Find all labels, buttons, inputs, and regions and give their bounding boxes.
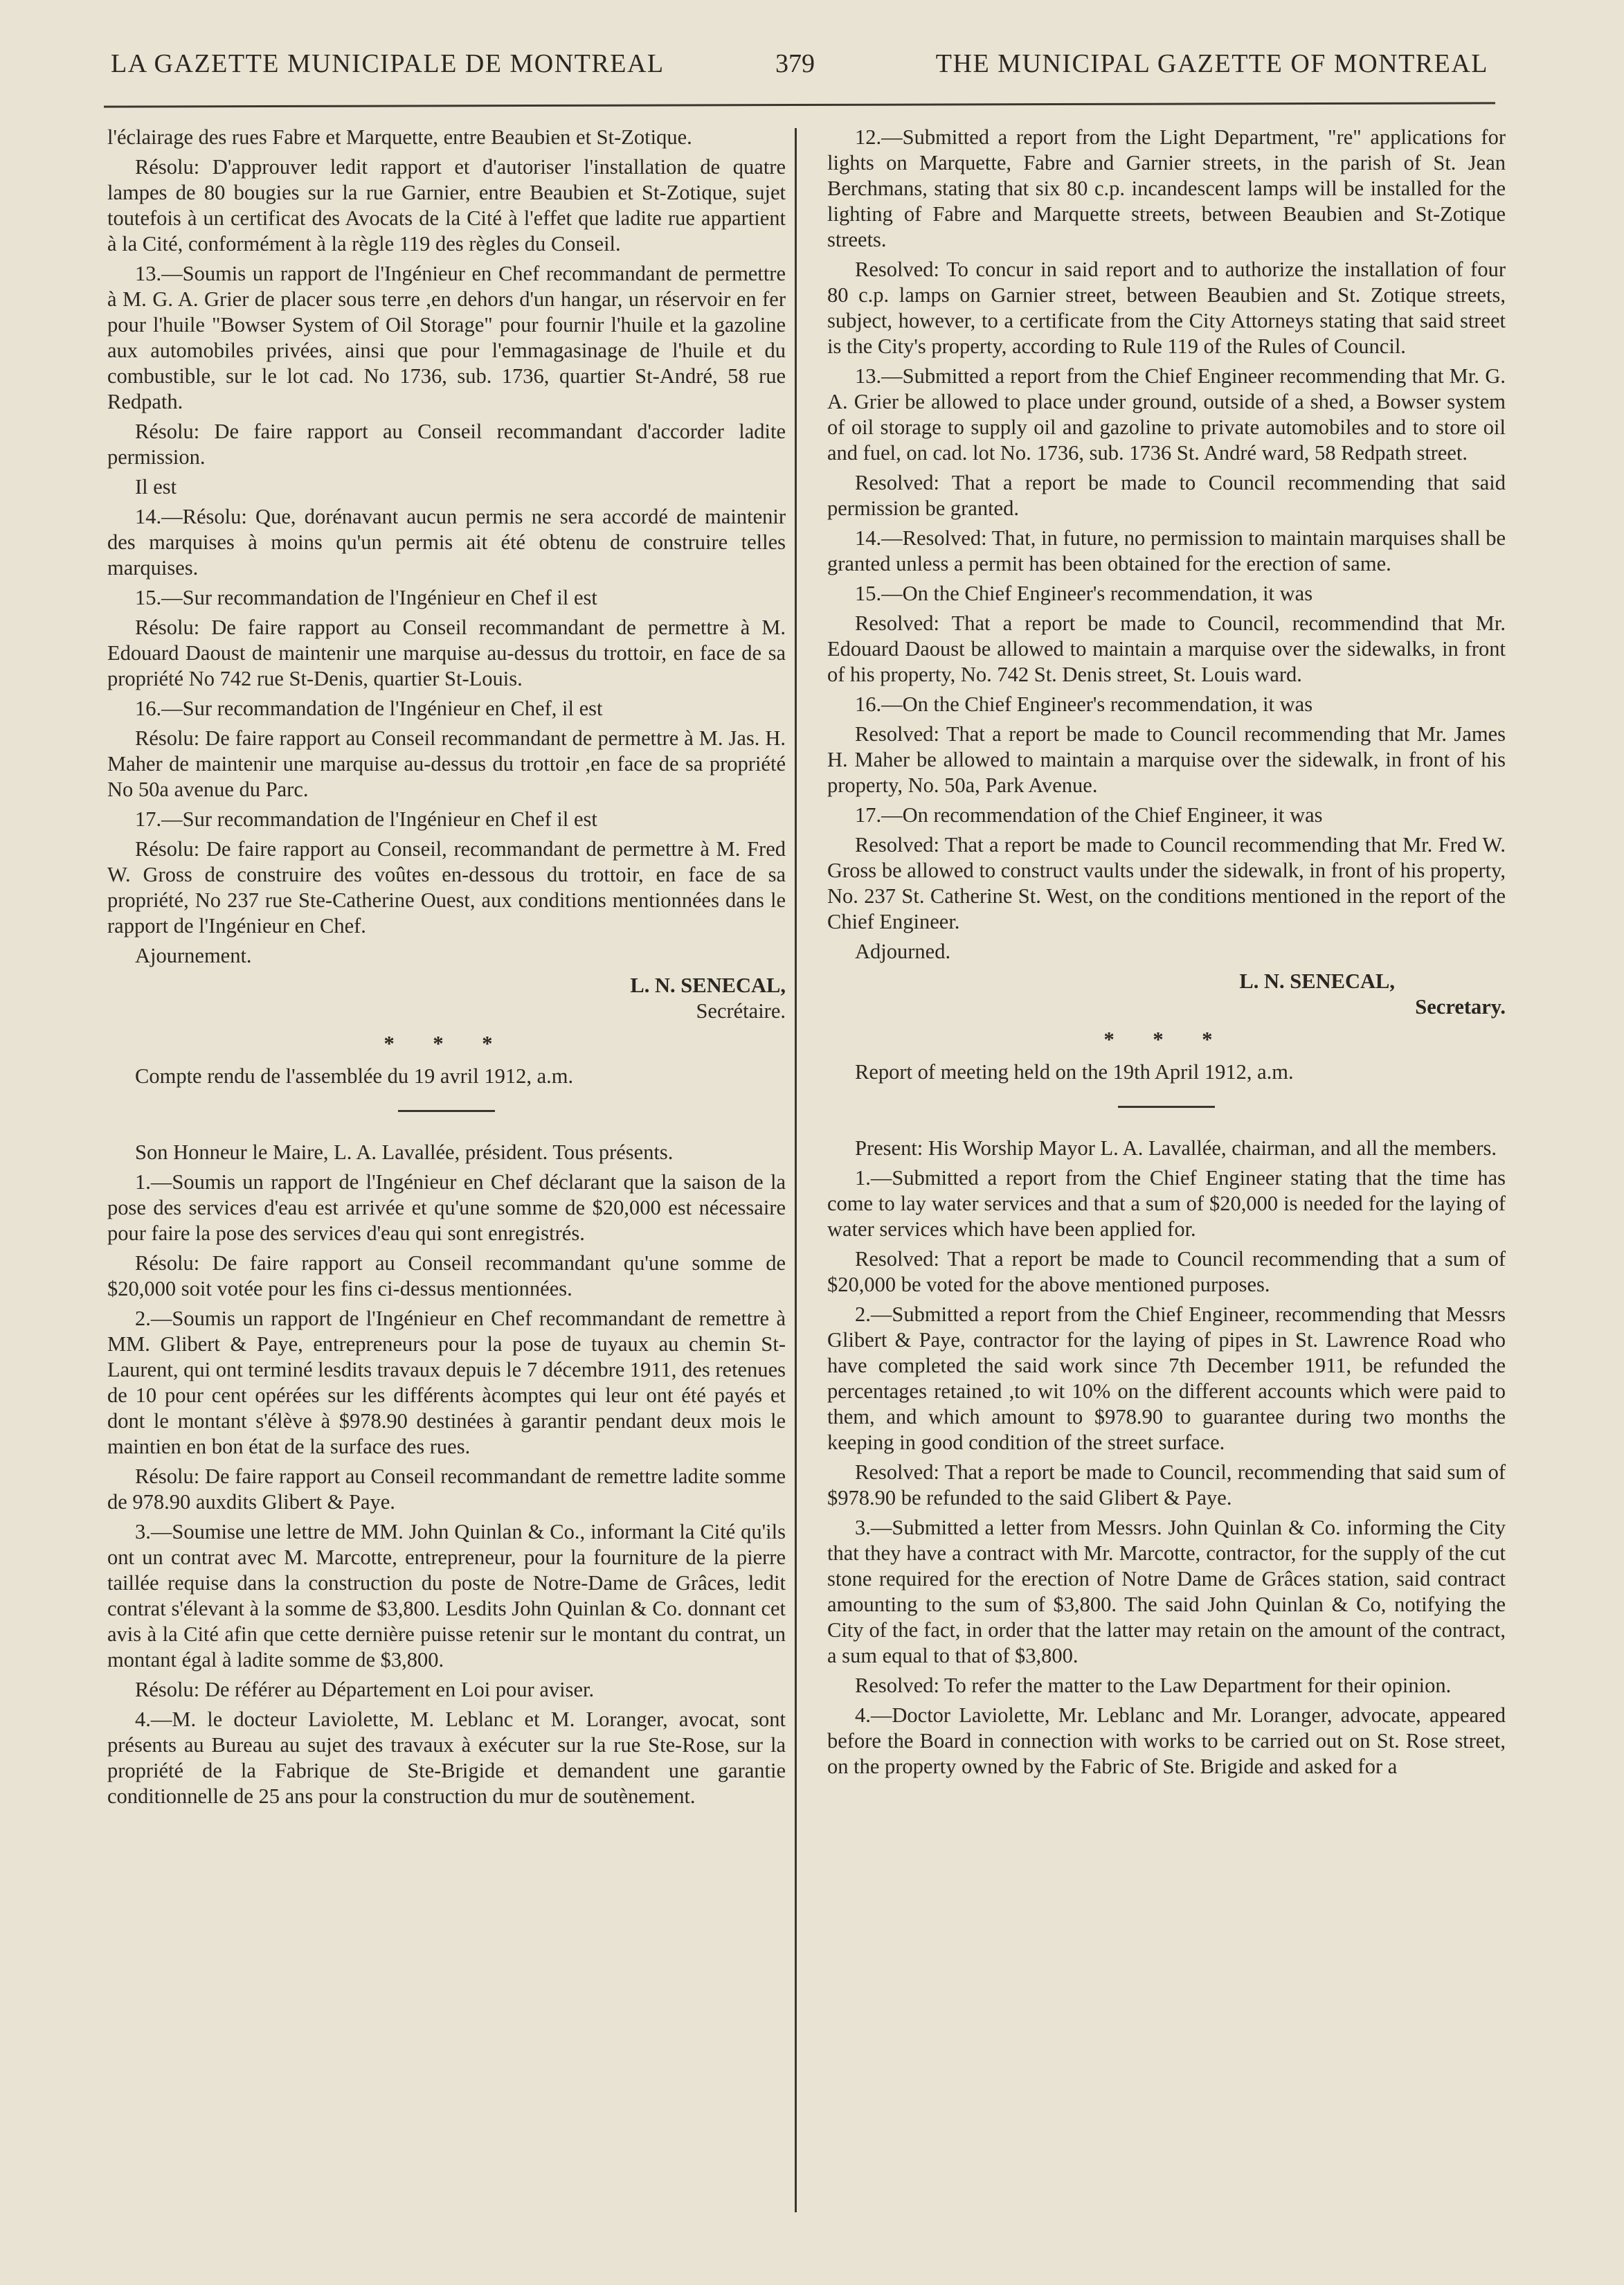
paragraph: 16.—On the Chief Engineer's recommendation, it was — [855, 692, 1313, 716]
paragraph: 2.—Soumis un rapport de l'Ingénieur en Chef recommandant de remettre à MM. Glibert & Paye, entrepreneurs pour la pose de tuyaux au chemin St-Laurent, qui ont terminé lesdits travaux depuis le 7 décembre 1911, des retenues de 10 pour cent opérées sur les différents àcomptes qui leur ont été payés et dont le montant s'élève à $978.90 destinées à garantir pendant deux mois le maintien en bon état de la surface des rues. — [107, 1307, 786, 1458]
paragraph: Il est — [135, 475, 177, 499]
signature-name: L. N. SENECAL, — [1239, 969, 1395, 993]
header-english-title: THE MUNICIPAL GAZETTE OF MONTREAL — [935, 49, 1488, 78]
paragraph: 4.—M. le docteur Laviolette, M. Leblanc et M. Loranger, avocat, sont présents au Bureau au sujet des travaux à exécuter sur la rue Ste-Rose, sur la propriété de la Fabrique de Ste-Brigide et demandent une garantie conditionnelle de 25 ans pour la construction du mur de soutènement. — [107, 1708, 786, 1808]
paragraph: Résolu: De faire rapport au Conseil recommandant d'accorder ladite permission. — [107, 420, 786, 469]
paragraph: 15.—Sur recommandation de l'Ingénieur en Chef il est — [135, 586, 597, 609]
paragraph: Resolved: That a report be made to Council recommending that said permission be granted. — [827, 471, 1506, 520]
paragraph: Résolu: De faire rapport au Conseil recommandant de permettre à M. Edouard Daoust de maintenir une marquise au-dessus du trottoir, en face de sa propriété No 742 rue St-Denis, quartier St-Louis. — [107, 616, 786, 690]
paragraph: 1.—Soumis un rapport de l'Ingénieur en Chef déclarant que la saison de la pose des services d'eau est arrivée et qu'une somme de $20,000 est nécessaire pour faire la pose des services d'eau qui sont enregistrés. — [107, 1170, 786, 1245]
section-stars: * * * — [1103, 1028, 1229, 1051]
section-rule — [398, 1110, 495, 1112]
adjournment: Ajournement. — [135, 944, 252, 967]
paragraph: 15.—On the Chief Engineer's recommendation, it was — [855, 582, 1313, 605]
paragraph: Son Honneur le Maire, L. A. Lavallée, président. Tous présents. — [135, 1140, 674, 1164]
paragraph: 16.—Sur recommandation de l'Ingénieur en Chef, il est — [135, 697, 603, 720]
page-header — [104, 48, 1488, 97]
paragraph: 4.—Doctor Laviolette, Mr. Leblanc and Mr. Loranger, advocate, appeared before the Board in connection with works to be carried out on St. Rose street, on the property owned by the Fabric of Ste. Brigide and asked for a — [827, 1703, 1506, 1778]
paragraph: 3.—Submitted a letter from Messrs. John Quinlan & Co. informing the City that they have a contract with Mr. Marcotte, contractor, for the supply of the cut stone required for the erection of Notre Dame de Grâces station, said contract amounting to the sum of $3,800. The said John Quinlan & Co, notifying the City of the fact, in order that the latter may retain on the amount of the contract, a sum equal to that of $3,800. — [827, 1516, 1506, 1667]
paragraph: Résolu: De faire rapport au Conseil recommandant de remettre ladite somme de 978.90 auxdits Glibert & Paye. — [107, 1464, 786, 1514]
paragraph: Résolu: De référer au Département en Loi pour aviser. — [135, 1678, 595, 1701]
signature-title: Secrétaire. — [696, 999, 786, 1023]
paragraph: Resolved: That a report be made to Council recommending that Mr. Fred W. Gross be allowed to construct vaults under the sidewalk, in front of his property, No. 237 St. Catherine St. West, on the conditions mentioned in the report of the Chief Engineer. — [827, 833, 1506, 933]
page-number: 379 — [775, 49, 815, 78]
paragraph: Resolved: That a report be made to Council, recommending that said sum of $978.90 be refunded to the said Glibert & Paye. — [827, 1460, 1506, 1509]
adjournment: Adjourned. — [855, 940, 951, 963]
english-column — [827, 125, 1506, 1784]
meeting-report-title: Report of meeting held on the 19th April 1912, a.m. — [855, 1060, 1294, 1084]
paragraph: 17.—Sur recommandation de l'Ingénieur en Chef il est — [135, 807, 597, 831]
paragraph: 13.—Submitted a report from the Chief Engineer recommending that Mr. G. A. Grier be allowed to place under ground, outside of a shed, a Bowser system of oil storage to supply oil and gazoline to private automobiles and to store oil and fuel, on cad. lot No. 1736, sub. 1736 St. André ward, 58 Redpath street. — [827, 364, 1506, 465]
paragraph: 17.—On recommendation of the Chief Engineer, it was — [855, 803, 1323, 827]
paragraph: 13.—Soumis un rapport de l'Ingénieur en Chef recommandant de permettre à M. G. A. Grier de placer sous terre ,en dehors d'un hangar, un réservoir en fer pour l'huile "Bowser System of Oil Storage" pour fournir l'huile et la gazoline aux automobiles privées, ainsi que pour l'emmagasinage de l'huile et du combustible, sur le lot cad. No 1736, sub. 1736, quartier St-André, 58 rue Redpath. — [107, 262, 786, 413]
paragraph: 1.—Submitted a report from the Chief Engineer stating that the time has come to lay water services and that a sum of $20,000 is needed for the laying of water services which have been applied for. — [827, 1166, 1506, 1241]
header-rule — [104, 102, 1495, 107]
paragraph: Résolu: De faire rapport au Conseil recommandant qu'une somme de $20,000 soit votée pour les fins ci-dessus mentionnées. — [107, 1251, 786, 1300]
paragraph: 14.—Résolu: Que, dorénavant aucun permis ne sera accordé de maintenir des marquises à moins qu'un permis ait été obtenu de construire telles marquises. — [107, 505, 786, 580]
section-stars: * * * — [384, 1032, 509, 1055]
paragraph: 12.—Submitted a report from the Light Department, "re" applications for lights on Marquette, Fabre and Garnier streets, in the parish of St. Jean Berchmans, stating that six 80 c.p. incandescent lamps will be installed for the lighting of Fabre and Marquette streets, between Beaubien and St-Zotique streets. — [827, 125, 1506, 251]
paragraph: 14.—Resolved: That, in future, no permission to maintain marquises shall be granted unless a permit has been obtained for the erection of same. — [827, 526, 1506, 575]
paragraph: Resolved: That a report be made to Council recommending that a sum of $20,000 be voted for the above mentioned purposes. — [827, 1247, 1506, 1296]
paragraph: Résolu: De faire rapport au Conseil recommandant de permettre à M. Jas. H. Maher de maintenir une marquise au-dessus du trottoir ,en face de sa propriété No 50a avenue du Parc. — [107, 726, 786, 801]
paragraph: l'éclairage des rues Fabre et Marquette, entre Beaubien et St-Zotique. — [107, 125, 692, 149]
paragraph: Résolu: D'approuver ledit rapport et d'autoriser l'installation de quatre lampes de 80 bougies sur la rue Garnier, entre Beaubien et St-Zotique, sujet toutefois à un certificat des Avocats de la Cité à l'effet que ladite rue appartient à la Cité, conformément à la règle 119 des règles du Conseil. — [107, 155, 786, 256]
paragraph: Resolved: That a report be made to Council recommending that Mr. James H. Maher be allowed to maintain a marquise over the sidewalk, in front of his property, No. 50a, Park Avenue. — [827, 722, 1506, 797]
paragraph: 2.—Submitted a report from the Chief Engineer, recommending that Messrs Glibert & Paye, contractor for the laying of pipes in St. Lawrence Road who have completed the said work since 7th December 1911, be refunded the percentages retained ,to wit 10% on the different accounts which were paid to them, and which amount to $978.90 to guarantee during two months the keeping in good condition of the street surface. — [827, 1302, 1506, 1454]
paragraph: Resolved: That a report be made to Council, recommendind that Mr. Edouard Daoust be allowed to maintain a marquise over the sidewalks, in front of his property, No. 742 St. Denis street, St. Louis ward. — [827, 611, 1506, 686]
french-column — [107, 125, 786, 1813]
paragraph: Present: His Worship Mayor L. A. Lavallée, chairman, and all the members. — [855, 1136, 1497, 1160]
paragraph: Resolved: To concur in said report and to authorize the installation of four 80 c.p. lamps on Garnier street, between Beaubien and St. Zotique streets, subject, however, to a certificate from the City Attorneys stating that said street is the City's property, according to Rule 119 of the Rules of Council. — [827, 258, 1506, 358]
paragraph: Resolved: To refer the matter to the Law Department for their opinion. — [855, 1674, 1452, 1697]
signature-title: Secretary. — [1415, 995, 1506, 1019]
paragraph: Résolu: De faire rapport au Conseil, recommandant de permettre à M. Fred W. Gross de construire des voûtes en-dessous du trottoir, en face de sa propriété, No 237 rue Ste-Catherine Ouest, aux conditions mentionnées dans le rapport de l'Ingénieur en Chef. — [107, 837, 786, 938]
header-french-title: LA GAZETTE MUNICIPALE DE MONTREAL — [111, 49, 665, 78]
signature-name: L. N. SENECAL, — [630, 974, 786, 997]
column-divider — [795, 128, 797, 2212]
meeting-report-title: Compte rendu de l'assemblée du 19 avril 1912, a.m. — [135, 1064, 574, 1088]
section-rule — [1118, 1106, 1215, 1108]
paragraph: 3.—Soumise une lettre de MM. John Quinlan & Co., informant la Cité qu'ils ont un contrat avec M. Marcotte, entrepreneur, pour la fourniture de la pierre taillée requise dans la construction du poste de Notre-Dame de Grâces, ledit contrat s'élevant à la somme de $3,800. Lesdits John Quinlan & Co. donnant cet avis à la Cité afin que cette dernière puisse retenir sur le montant du contrat, un montant égal à ladite somme de $3,800. — [107, 1520, 786, 1672]
